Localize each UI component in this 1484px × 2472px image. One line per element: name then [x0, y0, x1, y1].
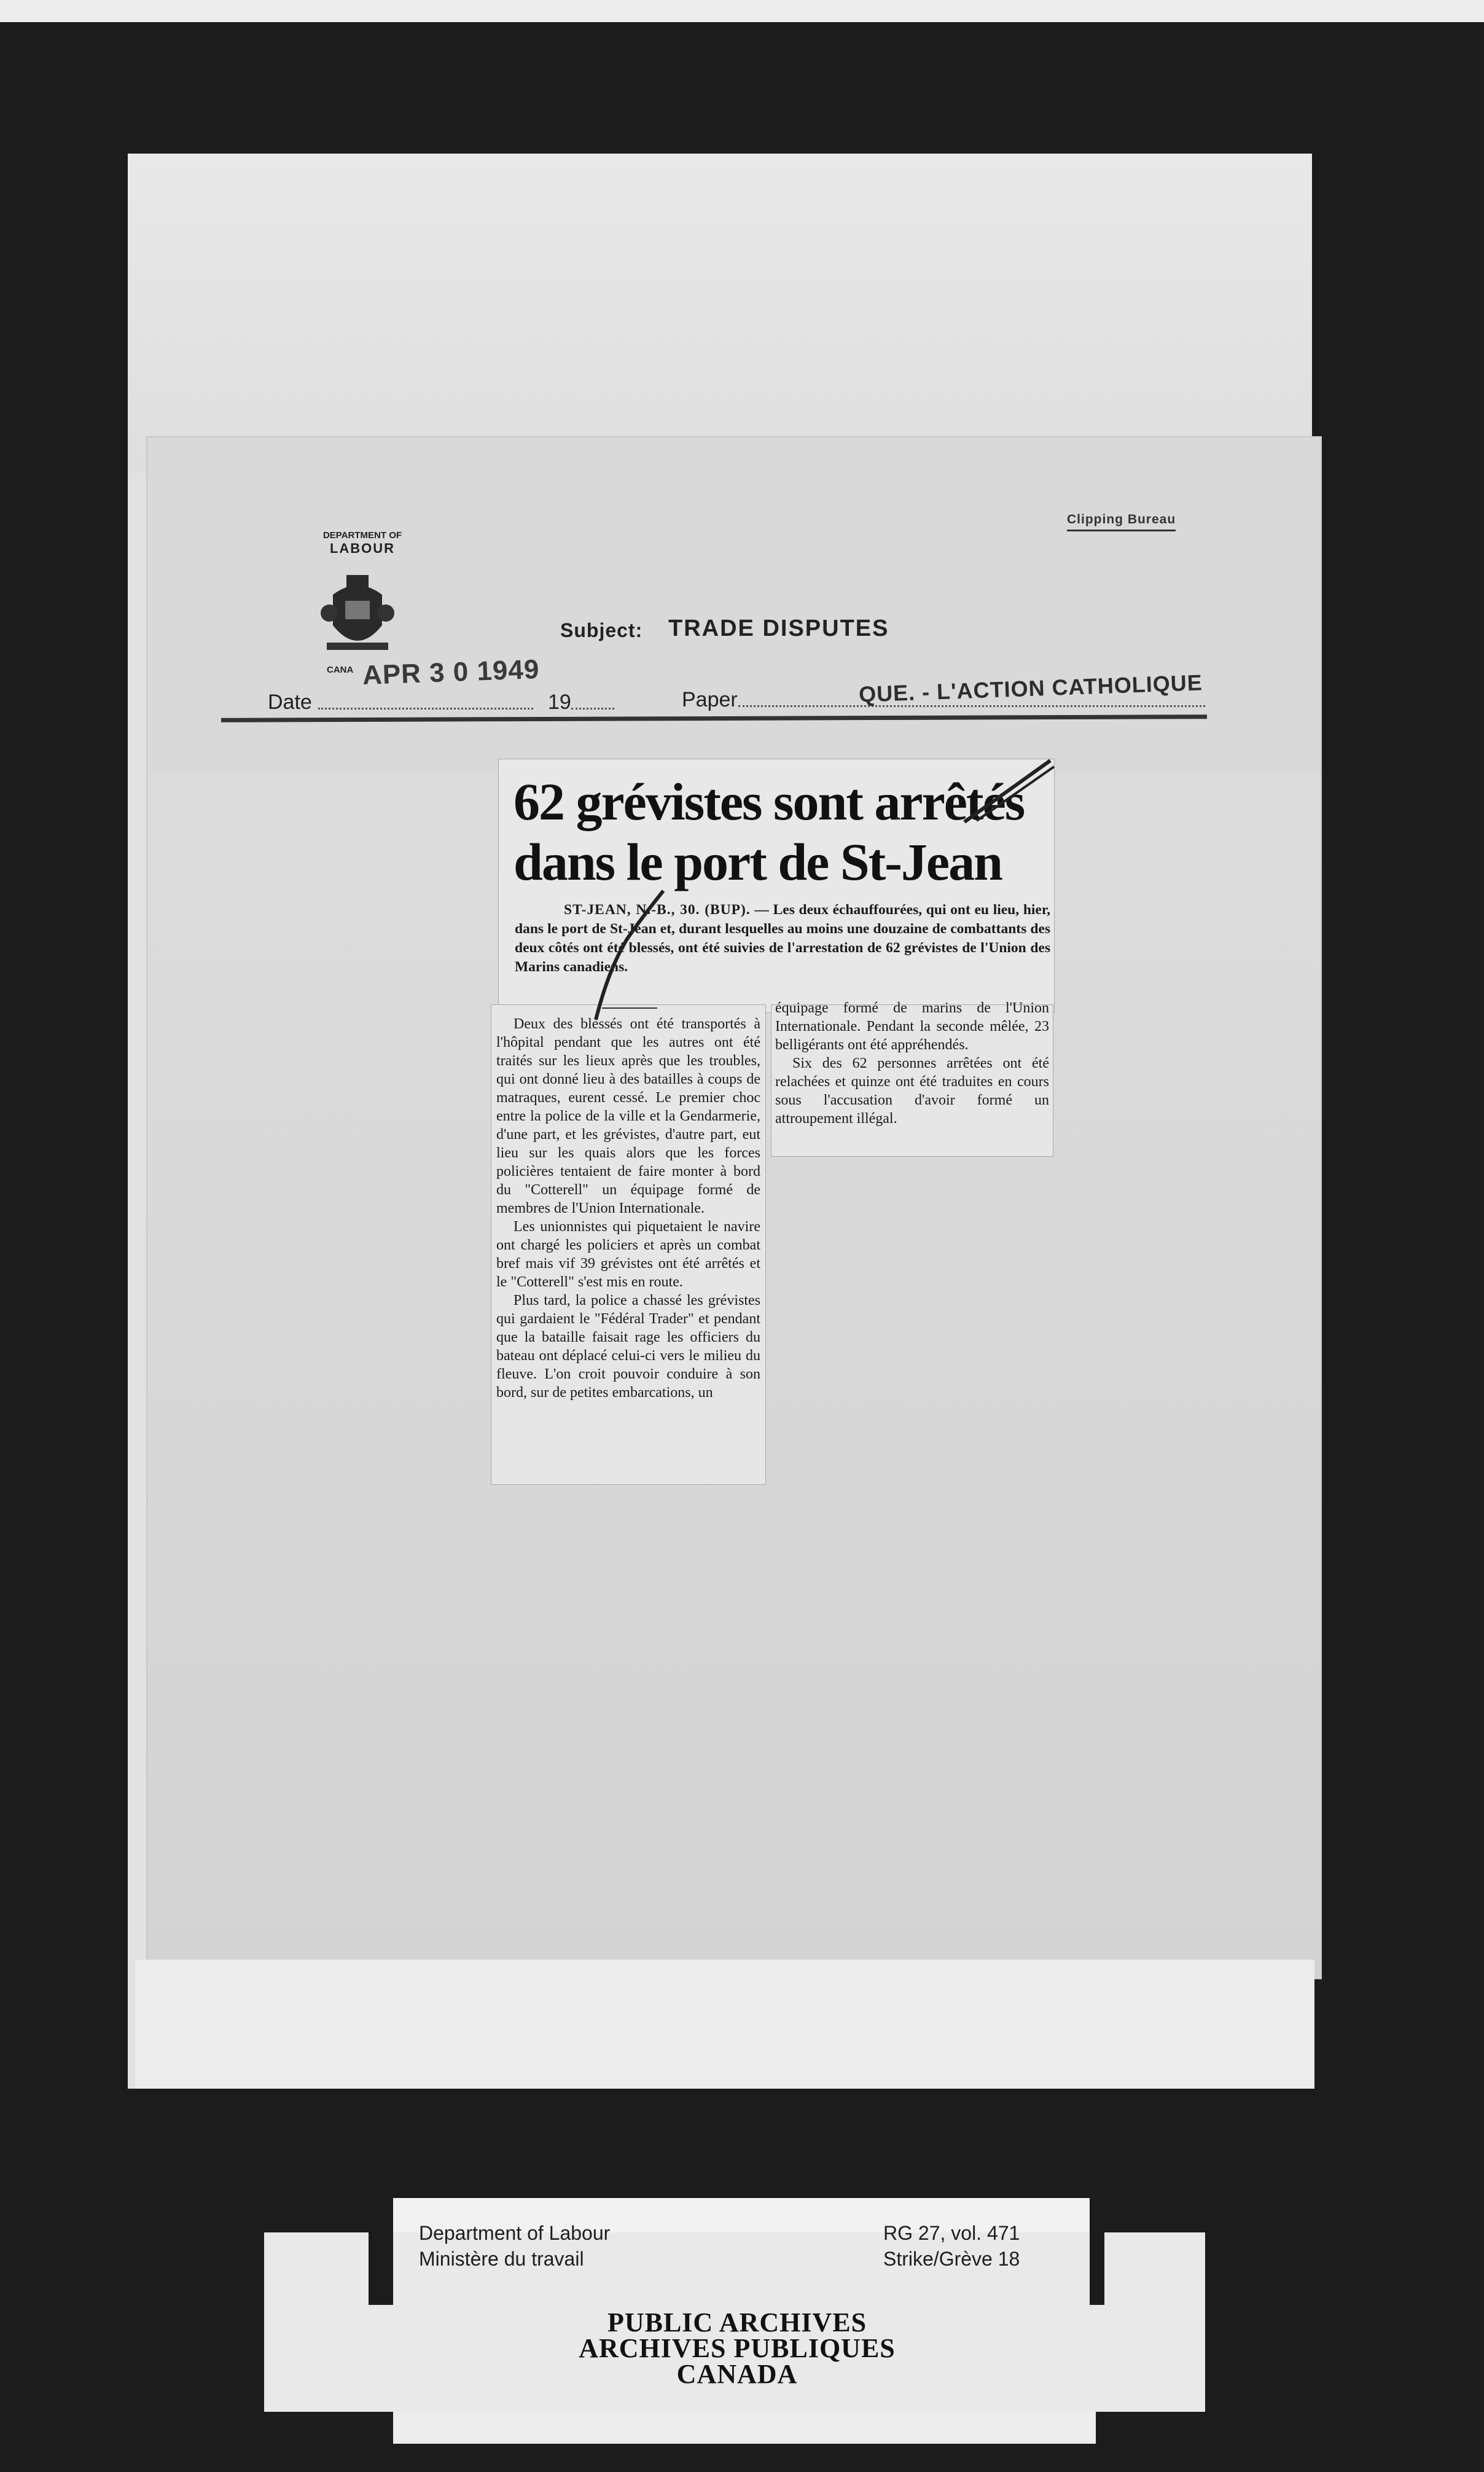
clipping-bureau-label: Clipping Bureau [1067, 512, 1176, 531]
top-border-strip [0, 0, 1484, 22]
coat-of-arms-icon [321, 570, 394, 656]
archive-title-line1: PUBLIC ARCHIVES [607, 2307, 867, 2337]
paper-label: Paper [682, 688, 738, 711]
archive-department [419, 2220, 610, 2272]
archive-title-line2: ARCHIVES PUBLIQUES [579, 2333, 896, 2363]
pencil-mark [958, 754, 1056, 828]
lead-text: — Les deux échauffourées, qui ont eu lieu, hier, dans le port de St-Jean et, durant lesquelles au moins une douzaine de combattants des deux côtés ont été blessés, ont été suivies de l'arrestation de 62 grévistes de l'Union des Marins canadiens. [515, 902, 1050, 975]
department-label [304, 531, 421, 556]
article-paragraph: Plus tard, la police a chassé les grévistes qui gardaient le "Fédéral Trader" et pendant que la bataille faisait rage les officiers du bateau ont déplacé celui-ci vers le milieu du fleuve. L'on croit pouvoir conduire à son bord, sur de petites embarcations, un [496, 1293, 760, 1401]
date-stamp: APR 3 0 1949 [362, 654, 541, 691]
year-label: 19 [548, 690, 571, 714]
archive-title [430, 2307, 1044, 2389]
archive-label-bottom-tab [393, 2412, 1096, 2444]
archive-ref-line1: RG 27, vol. 471 [883, 2222, 1020, 2244]
article-paragraph: Six des 62 personnes arrêtées ont été relachées et quinze ont été traduites en cours sous l'accusation d'avoir formé un attroupement illégal. [775, 1055, 1049, 1127]
department-line2: LABOUR [329, 540, 396, 556]
paper-dotted-line [738, 705, 1205, 707]
archive-title-line3: CANADA [676, 2359, 798, 2389]
pencil-mark [590, 885, 670, 1026]
label-notch-left [369, 2232, 393, 2305]
archive-reference [883, 2220, 1020, 2272]
subject-label: Subject: [560, 619, 643, 641]
article-right-column [775, 999, 1049, 1128]
article-paragraph: Les unionnistes qui piquetaient le navire ont chargé les policiers et après un combat bref mais vif 39 grévistes ont été arrêtés et le "Cotterell" s'est mis en route. [496, 1219, 760, 1290]
archive-dept-fr: Ministère du travail [419, 2248, 584, 2270]
subject-value: TRADE DISPUTES [668, 616, 889, 641]
archive-dept-en: Department of Labour [419, 2222, 611, 2244]
label-notch-right [1090, 2232, 1104, 2305]
paper-stamp: QUE. - L'ACTION CATHOLIQUE [858, 670, 1203, 707]
year-dotted-line [571, 708, 614, 710]
paper-bottom-area [135, 1960, 1314, 2089]
headline-line1: 62 grévistes sont arrêtés [514, 772, 1025, 831]
dateline: ST-JEAN, N.-B., 30. (BUP). [564, 902, 751, 918]
department-line1: DEPARTMENT OF [322, 530, 402, 541]
article-left-column [496, 1015, 760, 1402]
headline-line2: dans le port de St-Jean [514, 832, 1002, 891]
date-dotted-line [318, 708, 533, 710]
archive-ref-line2: Strike/Grève 18 [883, 2248, 1020, 2270]
canada-label: CANA [327, 665, 354, 675]
date-label: Date [268, 690, 312, 714]
article-paragraph: équipage formé de marins de l'Union Internationale. Pendant la seconde mêlée, 23 belligérants ont été appréhendés. [775, 1000, 1049, 1053]
paper-top-area [128, 154, 1312, 473]
article-paragraph: Deux des blessés ont été transportés à l'hôpital pendant que les autres ont été traités sur les lieux après que les troubles, qui ont donné lieu à des batailles à coups de matraques, eurent cessé. Le premier choc entre la police de la ville et la Gendarmerie, d'une part, et les grévistes, d'autre part, eut lieu sur les quais alors que les forces policières tentaient de faire monter à bord du "Cotterell" un équipage formé de membres de l'Union Internationale. [496, 1016, 760, 1216]
